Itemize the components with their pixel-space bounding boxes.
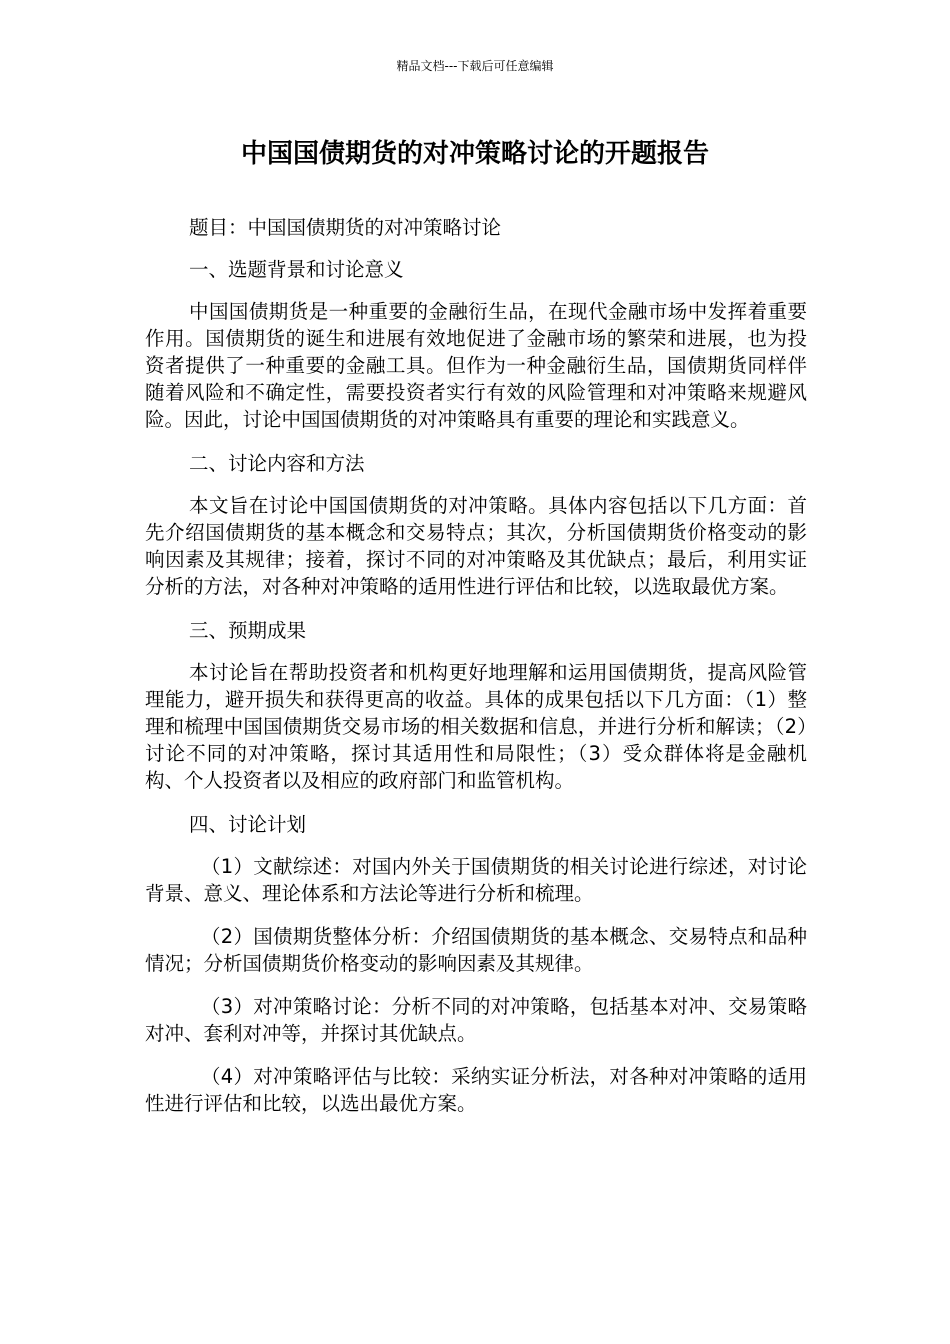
section-2-paragraph: 本文旨在讨论中国国债期货的对冲策略。具体内容包括以下几方面：首先介绍国债期货的基本概念和交易特点；其次，分析国债期货价格变动的影响因素及其规律；接着，探讨不同的对冲策略及其优缺点；最后，利用实证分析的方法，对各种对冲策略的适用性进行评估和比较，以选取最优方案。 xyxy=(145,494,807,598)
section-3-paragraph: 本讨论旨在帮助投资者和机构更好地理解和运用国债期货，提高风险管理能力，避开损失和获得更高的收益。具体的成果包括以下几方面：（1）整理和梳理中国国债期货交易市场的相关数据和信息，并进行分析和解读；（2）讨论不同的对冲策略，探讨其适用性和局限性；（3）受众群体将是金融机构、个人投资者以及相应的政府部门和监管机构。 xyxy=(145,661,807,792)
plan-item-1: （1）文献综述：对国内外关于国债期货的相关讨论进行综述，对讨论背景、意义、理论体系和方法论等进行分析和梳理。 xyxy=(145,855,807,905)
document-title: 中国国债期货的对冲策略讨论的开题报告 xyxy=(240,139,709,169)
section-1-heading: 一、选题背景和讨论意义 xyxy=(189,258,404,281)
plan-item-3: （3）对冲策略讨论：分析不同的对冲策略，包括基本对冲、交易策略对冲、套利对冲等，并探讨其优缺点。 xyxy=(145,995,807,1045)
document-body xyxy=(145,214,807,1117)
plan-item-4: （4）对冲策略评估与比较：采纳实证分析法，对各种对冲策略的适用性进行评估和比较，以选出最优方案。 xyxy=(145,1065,807,1115)
plan-item-2: （2）国债期货整体分析：介绍国债期货的基本概念、交易特点和品种情况；分析国债期货价格变动的影响因素及其规律。 xyxy=(145,925,807,975)
section-1-paragraph: 中国国债期货是一种重要的金融衍生品，在现代金融市场中发挥着重要作用。国债期货的诞生和进展有效地促进了金融市场的繁荣和进展，也为投资者提供了一种重要的金融工具。但作为一种金融衍生品，国债期货同样伴随着风险和不确定性，需要投资者实行有效的风险管理和对冲策略来规避风险。因此，讨论中国国债期货的对冲策略具有重要的理论和实践意义。 xyxy=(145,300,807,431)
header-note: 精品文档---下载后可任意编辑 xyxy=(396,59,554,73)
topic-line: 题目：中国国债期货的对冲策略讨论 xyxy=(189,216,502,239)
section-4-heading: 四、讨论计划 xyxy=(189,813,307,836)
section-3-heading: 三、预期成果 xyxy=(189,619,307,642)
section-2-heading: 二、讨论内容和方法 xyxy=(189,452,365,475)
